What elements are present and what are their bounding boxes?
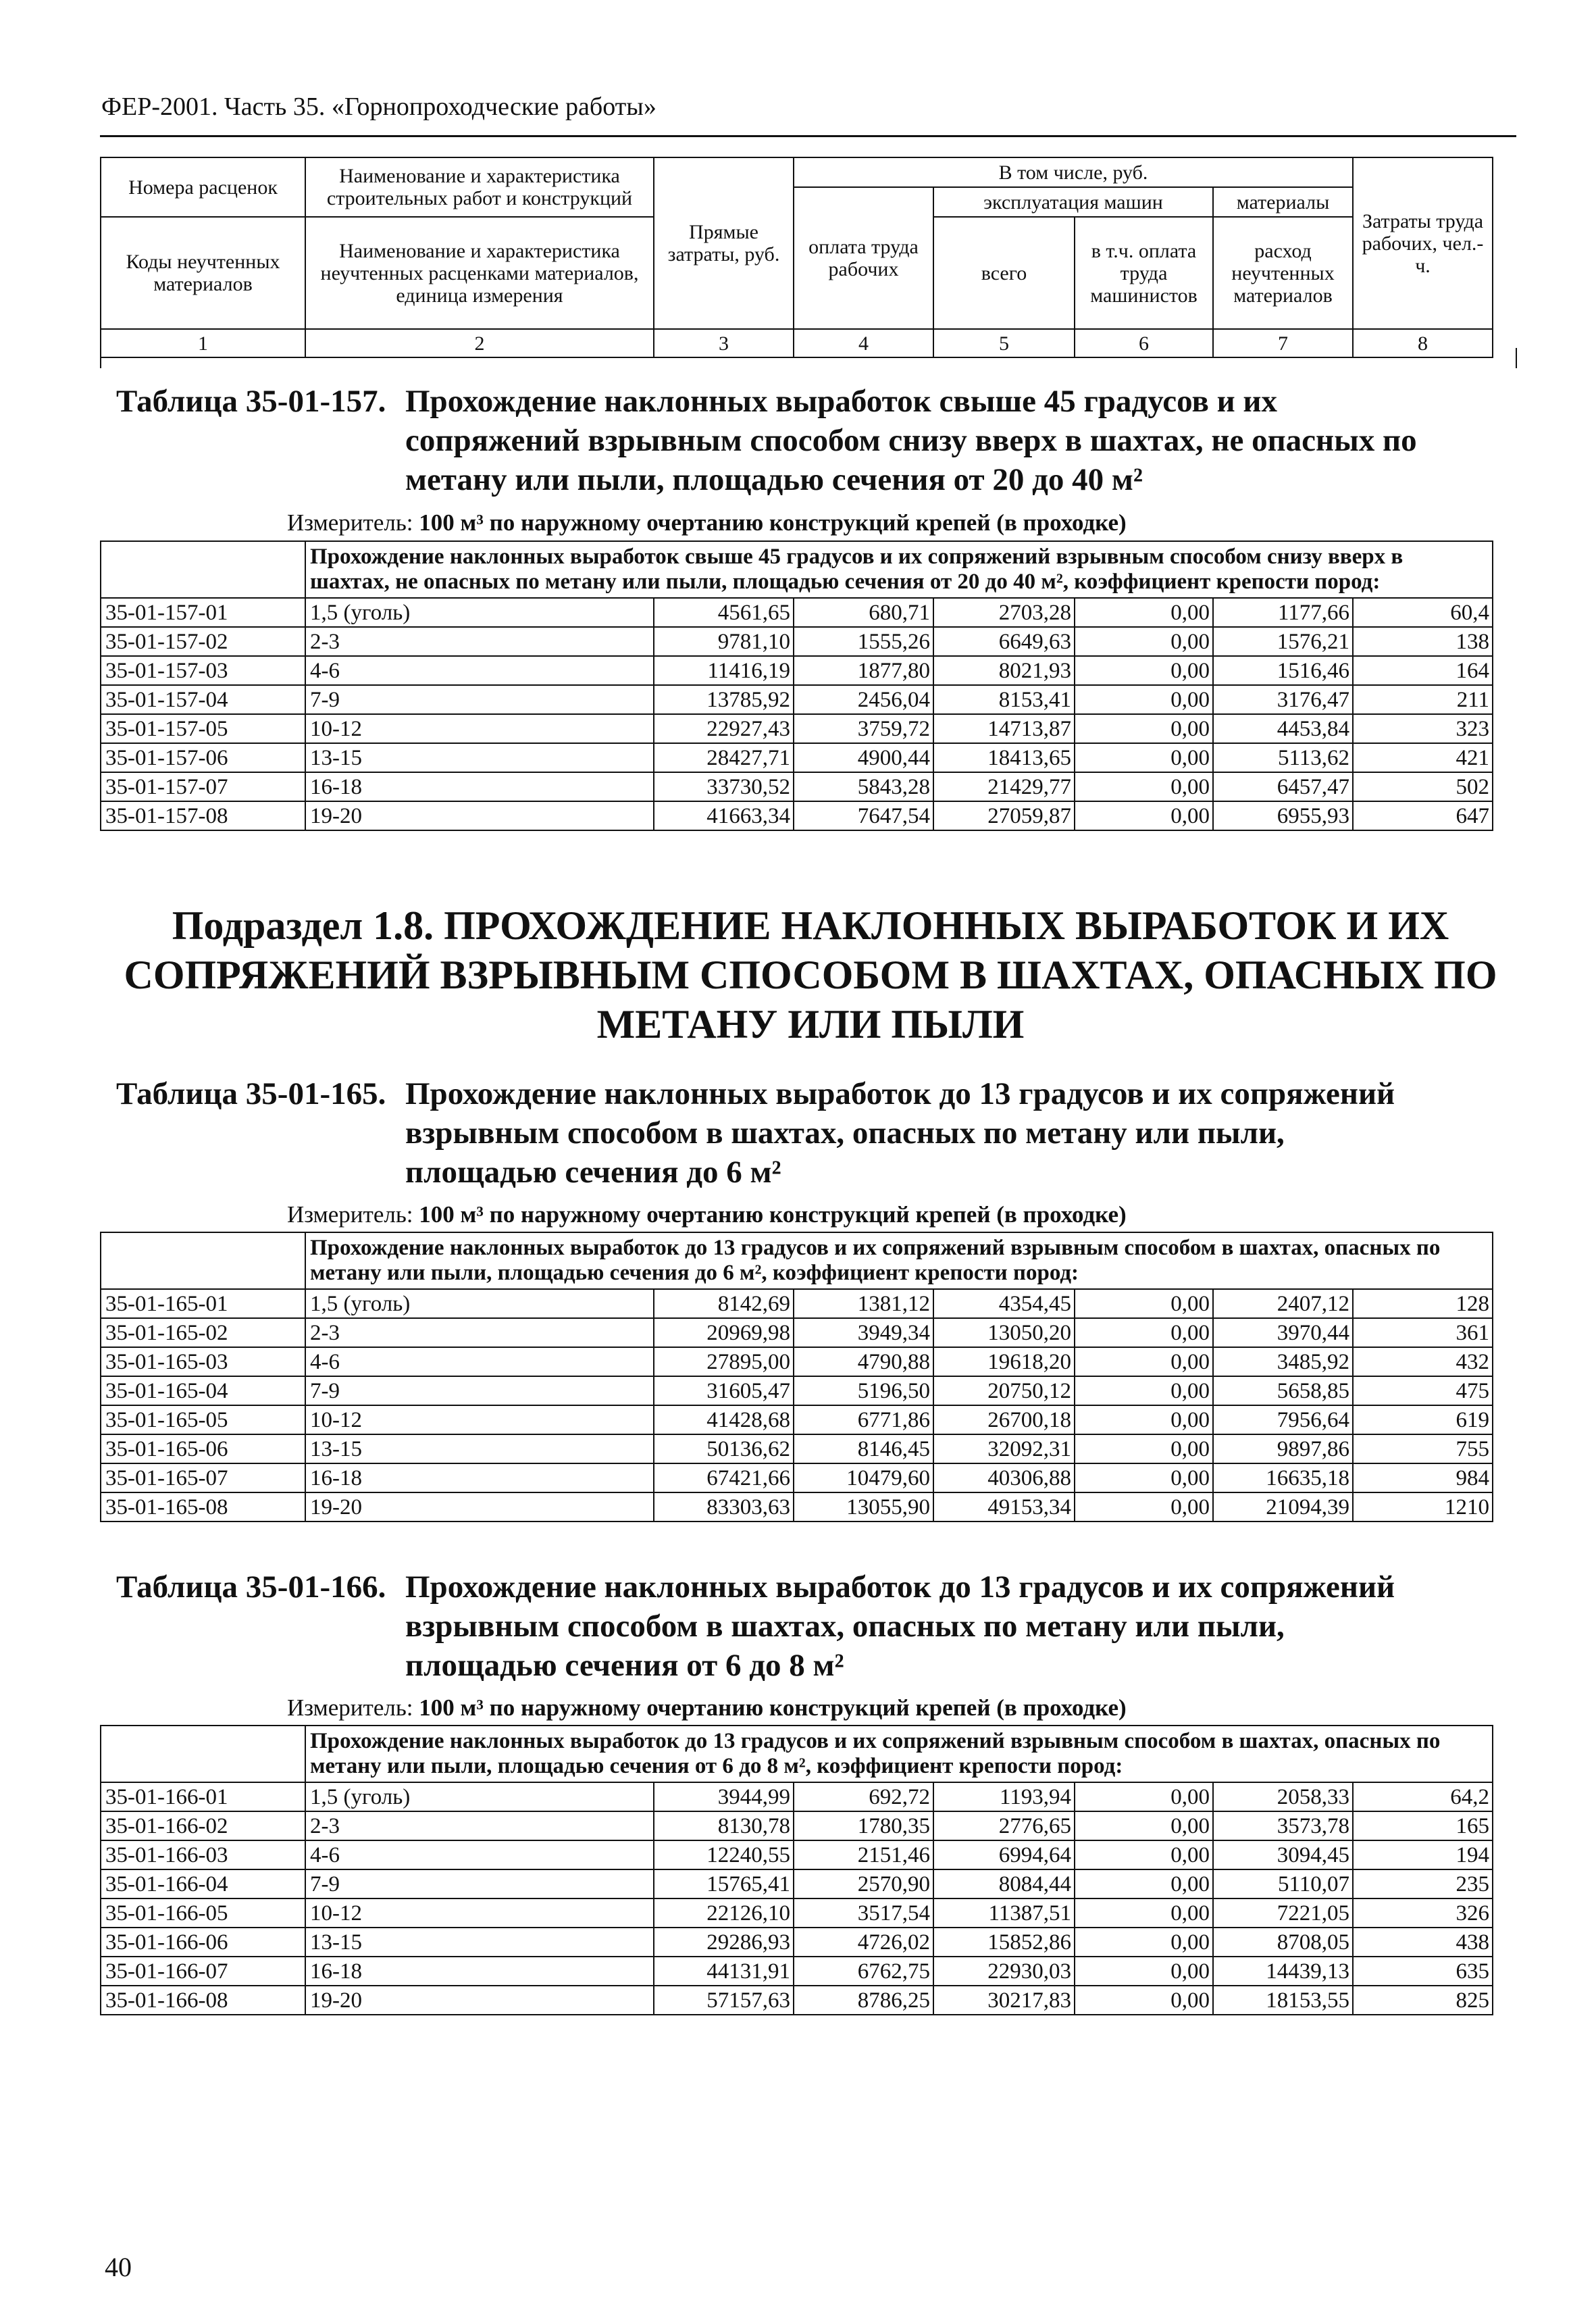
cell-labor-hours: 1210 [1353,1492,1493,1521]
cell-materials: 6955,93 [1213,801,1353,830]
table-165-label: Таблица 35-01-165. [116,1076,386,1111]
cell-work-name: 16-18 [305,1463,654,1492]
cell-work-name: 13-15 [305,1928,654,1957]
cell-machines-total: 2703,28 [933,598,1075,627]
subsection-line1: Подраздел 1.8. ПРОХОЖДЕНИЕ НАКЛОННЫХ ВЫРАБОТОК И ИХ [172,903,1449,948]
table-157-measure-prefix: Измеритель: [287,509,413,536]
table-row [101,1898,1493,1928]
cell-rate-code: 35-01-157-08 [101,801,305,830]
cell-direct-costs: 50136,62 [654,1434,794,1463]
table-157-title-line1: Прохождение наклонных выработок свыше 45 градусов и их [405,384,1277,419]
cell-labor-hours: 128 [1353,1289,1493,1318]
header-rule [100,135,1516,137]
cell-labor-pay: 1381,12 [794,1289,933,1318]
cell-machine-operators: 0,00 [1075,1376,1213,1405]
cell-labor-pay: 4726,02 [794,1928,933,1957]
cell-rate-code: 35-01-166-06 [101,1928,305,1957]
table-166-measure-text: 100 м³ по наружному очертанию конструкций крепей (в проходке) [419,1694,1127,1721]
cell-rate-code: 35-01-166-05 [101,1898,305,1928]
cell-labor-pay: 1877,80 [794,656,933,685]
cell-labor-pay: 2570,90 [794,1869,933,1898]
cell-labor-hours: 326 [1353,1898,1493,1928]
cell-machines-total: 21429,77 [933,772,1075,801]
cell-direct-costs: 57157,63 [654,1986,794,2015]
cell-labor-hours: 755 [1353,1434,1493,1463]
cell-rate-code: 35-01-166-02 [101,1811,305,1840]
table-row [101,1869,1493,1898]
cell-labor-hours: 361 [1353,1318,1493,1347]
cell-work-name: 2-3 [305,1811,654,1840]
cell-labor-hours: 60,4 [1353,598,1493,627]
cell-labor-hours: 432 [1353,1347,1493,1376]
header-machines-total: всего [933,217,1075,329]
cell-machines-total: 8021,93 [933,656,1075,685]
header-including: В том числе, руб. [794,157,1353,187]
cell-rate-code: 35-01-157-04 [101,685,305,714]
cell-labor-pay: 680,71 [794,598,933,627]
cell-machine-operators: 0,00 [1075,1318,1213,1347]
table-166-measure-prefix: Измеритель: [287,1694,413,1721]
cell-labor-hours: 235 [1353,1869,1493,1898]
cell-machines-total: 14713,87 [933,714,1075,743]
table-165-title-line2: взрывным способом в шахтах, опасных по метану или пыли, [405,1115,1285,1151]
cell-materials: 2407,12 [1213,1289,1353,1318]
cell-machine-operators: 0,00 [1075,801,1213,830]
header-code-top: Номера расценок [101,157,305,217]
cell-direct-costs: 15765,41 [654,1869,794,1898]
cell-machines-total: 2776,65 [933,1811,1075,1840]
cell-labor-hours: 165 [1353,1811,1493,1840]
table-row [101,1289,1493,1318]
table-row [101,1986,1493,2015]
cell-labor-hours: 323 [1353,714,1493,743]
header-name-top: Наименование и характеристика строительных работ и конструкций [305,157,654,217]
cell-work-name: 16-18 [305,772,654,801]
cell-rate-code: 35-01-157-01 [101,598,305,627]
cell-labor-pay: 2151,46 [794,1840,933,1869]
cell-direct-costs: 8142,69 [654,1289,794,1318]
table-165-caption [116,1074,1395,1192]
cell-direct-costs: 41663,34 [654,801,794,830]
cell-direct-costs: 12240,55 [654,1840,794,1869]
subsection-line3: МЕТАНУ ИЛИ ПЫЛИ [596,1002,1025,1047]
cell-rate-code: 35-01-157-06 [101,743,305,772]
cell-machines-total: 11387,51 [933,1898,1075,1928]
cell-labor-pay: 13055,90 [794,1492,933,1521]
cell-work-name: 10-12 [305,714,654,743]
header-machines: эксплуатация машин [933,187,1213,217]
table-166 [100,1725,1493,2015]
header-num-5: 5 [933,329,1075,357]
cell-machine-operators: 0,00 [1075,1347,1213,1376]
description-row [101,1232,1493,1289]
header-num-1: 1 [101,329,305,357]
cell-machines-total: 18413,65 [933,743,1075,772]
description-row [101,1726,1493,1782]
header-labor-pay: оплата труда рабочих [794,187,933,329]
cell-work-name: 2-3 [305,1318,654,1347]
cell-materials: 18153,55 [1213,1986,1353,2015]
cell-labor-pay: 2456,04 [794,685,933,714]
cell-labor-hours: 211 [1353,685,1493,714]
cell-materials: 5113,62 [1213,743,1353,772]
cell-direct-costs: 4561,65 [654,598,794,627]
running-header: ФЕР-2001. Часть 35. «Горнопроходческие работы» [101,93,657,121]
cell-work-name: 2-3 [305,627,654,656]
cell-direct-costs: 31605,47 [654,1376,794,1405]
cell-labor-pay: 5196,50 [794,1376,933,1405]
table-157 [100,540,1493,831]
cell-machine-operators: 0,00 [1075,772,1213,801]
cell-materials: 1576,21 [1213,627,1353,656]
cell-direct-costs: 29286,93 [654,1928,794,1957]
cell-direct-costs: 67421,66 [654,1463,794,1492]
cell-machines-total: 8153,41 [933,685,1075,714]
cell-work-name: 7-9 [305,685,654,714]
cell-labor-pay: 3517,54 [794,1898,933,1928]
cell-labor-pay: 1555,26 [794,627,933,656]
header-materials: материалы [1213,187,1353,217]
cell-materials: 8708,05 [1213,1928,1353,1957]
cell-machines-total: 27059,87 [933,801,1075,830]
cell-direct-costs: 41428,68 [654,1405,794,1434]
page-number: 40 [105,2252,132,2282]
cell-work-name: 4-6 [305,1840,654,1869]
header-num-7: 7 [1213,329,1353,357]
table-row [101,1347,1493,1376]
header-num-3: 3 [654,329,794,357]
cell-labor-pay: 7647,54 [794,801,933,830]
table-row [101,1463,1493,1492]
right-rule [1516,348,1517,368]
header-num-8: 8 [1353,329,1493,357]
cell-labor-hours: 502 [1353,772,1493,801]
cell-rate-code: 35-01-165-04 [101,1376,305,1405]
table-165-title-line3: площадью сечения до 6 м² [405,1155,781,1190]
cell-machines-total: 19618,20 [933,1347,1075,1376]
table-row [101,685,1493,714]
cell-work-name: 19-20 [305,1986,654,2015]
cell-labor-pay: 1780,35 [794,1811,933,1840]
cell-labor-pay: 4900,44 [794,743,933,772]
cell-materials: 3970,44 [1213,1318,1353,1347]
cell-work-name: 13-15 [305,1434,654,1463]
cell-machines-total: 13050,20 [933,1318,1075,1347]
cell-direct-costs: 3944,99 [654,1782,794,1811]
cell-materials: 3176,47 [1213,685,1353,714]
cell-labor-hours: 475 [1353,1376,1493,1405]
cell-labor-hours: 138 [1353,627,1493,656]
cell-rate-code: 35-01-166-04 [101,1869,305,1898]
cell-machine-operators: 0,00 [1075,1405,1213,1434]
cell-labor-pay: 6771,86 [794,1405,933,1434]
cell-work-name: 16-18 [305,1957,654,1986]
cell-machines-total: 30217,83 [933,1986,1075,2015]
cell-machine-operators: 0,00 [1075,1898,1213,1928]
cell-rate-code: 35-01-166-07 [101,1957,305,1986]
cell-materials: 7956,64 [1213,1405,1353,1434]
cell-work-name: 1,5 (уголь) [305,1289,654,1318]
table-165-measure-text: 100 м³ по наружному очертанию конструкций крепей (в проходке) [419,1201,1127,1228]
cell-labor-pay: 6762,75 [794,1957,933,1986]
cell-rate-code: 35-01-157-05 [101,714,305,743]
cell-machine-operators: 0,00 [1075,1928,1213,1957]
cell-materials: 3094,45 [1213,1840,1353,1869]
table-157-label: Таблица 35-01-157. [116,384,386,419]
cell-labor-hours: 984 [1353,1463,1493,1492]
header-direct-costs: Прямые затраты, руб. [654,157,794,329]
subsection-line2: СОПРЯЖЕНИЙ ВЗРЫВНЫМ СПОСОБОМ В ШАХТАХ, ОПАСНЫХ ПО [124,953,1497,997]
table-157-caption [116,382,1417,499]
cell-rate-code: 35-01-165-01 [101,1289,305,1318]
table-description: Прохождение наклонных выработок до 13 градусов и их сопряжений взрывным способом в шахтах, опасных по метану или пыли, площадью сечения до 6 м², коэффициент крепости пород: [305,1232,1493,1289]
cell-materials: 2058,33 [1213,1782,1353,1811]
table-165-measure [287,1201,1127,1228]
cell-labor-pay: 8786,25 [794,1986,933,2015]
cell-work-name: 13-15 [305,743,654,772]
cell-materials: 9897,86 [1213,1434,1353,1463]
cell-machine-operators: 0,00 [1075,1986,1213,2015]
table-description: Прохождение наклонных выработок свыше 45 градусов и их сопряжений взрывным способом снизу вверх в шахтах, не опасных по метану или пыли, площадью сечения от 20 до 40 м², коэффициент крепости пород: [305,541,1493,598]
cell-labor-pay: 5843,28 [794,772,933,801]
cell-materials: 5658,85 [1213,1376,1353,1405]
cell-machines-total: 8084,44 [933,1869,1075,1898]
cell-direct-costs: 44131,91 [654,1957,794,1986]
cell-direct-costs: 22126,10 [654,1898,794,1928]
table-row [101,656,1493,685]
table-row [101,627,1493,656]
cell-labor-hours: 164 [1353,656,1493,685]
description-code-cell [101,541,305,598]
cell-machines-total: 32092,31 [933,1434,1075,1463]
cell-work-name: 4-6 [305,1347,654,1376]
cell-machines-total: 4354,45 [933,1289,1075,1318]
cell-labor-pay: 10479,60 [794,1463,933,1492]
cell-rate-code: 35-01-157-07 [101,772,305,801]
header-name-bottom: Наименование и характеристика неучтенных расценками материалов, единица измерения [305,217,654,329]
table-166-measure [287,1694,1127,1721]
cell-direct-costs: 83303,63 [654,1492,794,1521]
table-165-measure-prefix: Измеритель: [287,1201,413,1228]
table-166-caption [116,1567,1395,1685]
table-row [101,714,1493,743]
table-166-label: Таблица 35-01-166. [116,1569,386,1605]
cell-machines-total: 26700,18 [933,1405,1075,1434]
cell-rate-code: 35-01-165-06 [101,1434,305,1463]
cell-materials: 7221,05 [1213,1898,1353,1928]
cell-machine-operators: 0,00 [1075,1289,1213,1318]
cell-direct-costs: 28427,71 [654,743,794,772]
cell-machine-operators: 0,00 [1075,627,1213,656]
cell-machine-operators: 0,00 [1075,1957,1213,1986]
table-row [101,743,1493,772]
table-row [101,1782,1493,1811]
column-header-table [100,157,1493,358]
table-157-title-line2: сопряжений взрывным способом снизу вверх в шахтах, не опасных по [405,423,1417,458]
cell-work-name: 19-20 [305,801,654,830]
cell-direct-costs: 33730,52 [654,772,794,801]
cell-rate-code: 35-01-157-03 [101,656,305,685]
cell-work-name: 4-6 [305,656,654,685]
cell-direct-costs: 20969,98 [654,1318,794,1347]
cell-machine-operators: 0,00 [1075,714,1213,743]
table-row [101,1405,1493,1434]
table-row [101,1811,1493,1840]
cell-machine-operators: 0,00 [1075,1782,1213,1811]
cell-materials: 4453,84 [1213,714,1353,743]
cell-rate-code: 35-01-165-03 [101,1347,305,1376]
cell-machines-total: 20750,12 [933,1376,1075,1405]
cell-direct-costs: 11416,19 [654,656,794,685]
cell-work-name: 1,5 (уголь) [305,1782,654,1811]
cell-labor-hours: 635 [1353,1957,1493,1986]
table-row [101,598,1493,627]
cell-rate-code: 35-01-157-02 [101,627,305,656]
cell-direct-costs: 13785,92 [654,685,794,714]
cell-machines-total: 40306,88 [933,1463,1075,1492]
cell-direct-costs: 8130,78 [654,1811,794,1840]
table-166-title-line3: площадью сечения от 6 до 8 м² [405,1648,844,1683]
cell-machine-operators: 0,00 [1075,1840,1213,1869]
table-row [101,1957,1493,1986]
cell-labor-pay: 3949,34 [794,1318,933,1347]
cell-work-name: 19-20 [305,1492,654,1521]
header-num-6: 6 [1075,329,1213,357]
cell-labor-pay: 3759,72 [794,714,933,743]
cell-rate-code: 35-01-165-02 [101,1318,305,1347]
cell-work-name: 7-9 [305,1376,654,1405]
table-157-measure [287,509,1127,536]
cell-materials: 3485,92 [1213,1347,1353,1376]
description-row [101,541,1493,598]
table-row [101,1492,1493,1521]
cell-rate-code: 35-01-165-08 [101,1492,305,1521]
cell-materials: 21094,39 [1213,1492,1353,1521]
cell-machines-total: 22930,03 [933,1957,1075,1986]
cell-machine-operators: 0,00 [1075,598,1213,627]
cell-labor-hours: 194 [1353,1840,1493,1869]
cell-labor-pay: 8146,45 [794,1434,933,1463]
left-rule [100,348,101,368]
table-165 [100,1232,1493,1522]
cell-machines-total: 15852,86 [933,1928,1075,1957]
cell-machines-total: 6649,63 [933,627,1075,656]
table-157-measure-text: 100 м³ по наружному очертанию конструкций крепей (в проходке) [419,509,1127,536]
subsection-heading [101,901,1520,1049]
cell-labor-hours: 619 [1353,1405,1493,1434]
header-machine-operators: в т.ч. оплата труда машинистов [1075,217,1213,329]
table-row [101,801,1493,830]
cell-machine-operators: 0,00 [1075,1869,1213,1898]
cell-work-name: 10-12 [305,1405,654,1434]
cell-labor-pay: 4790,88 [794,1347,933,1376]
cell-labor-hours: 421 [1353,743,1493,772]
header-num-4: 4 [794,329,933,357]
cell-machine-operators: 0,00 [1075,656,1213,685]
cell-rate-code: 35-01-165-05 [101,1405,305,1434]
header-code-bottom: Коды неучтенных материалов [101,217,305,329]
table-row [101,1840,1493,1869]
cell-machine-operators: 0,00 [1075,685,1213,714]
cell-materials: 6457,47 [1213,772,1353,801]
table-description: Прохождение наклонных выработок до 13 градусов и их сопряжений взрывным способом в шахтах, опасных по метану или пыли, площадью сечения от 6 до 8 м², коэффициент крепости пород: [305,1726,1493,1782]
cell-work-name: 1,5 (уголь) [305,598,654,627]
cell-work-name: 7-9 [305,1869,654,1898]
table-165-title-line1: Прохождение наклонных выработок до 13 градусов и их сопряжений [405,1076,1395,1111]
cell-machine-operators: 0,00 [1075,1811,1213,1840]
cell-labor-hours: 438 [1353,1928,1493,1957]
table-166-title-line2: взрывным способом в шахтах, опасных по метану или пыли, [405,1609,1285,1644]
cell-materials: 3573,78 [1213,1811,1353,1840]
cell-work-name: 10-12 [305,1898,654,1928]
cell-rate-code: 35-01-166-08 [101,1986,305,2015]
cell-labor-hours: 64,2 [1353,1782,1493,1811]
cell-machines-total: 1193,94 [933,1782,1075,1811]
table-row [101,772,1493,801]
cell-direct-costs: 9781,10 [654,627,794,656]
cell-materials: 1516,46 [1213,656,1353,685]
cell-machine-operators: 0,00 [1075,1492,1213,1521]
table-157-title-line3: метану или пыли, площадью сечения от 20 до 40 м² [405,462,1143,497]
cell-labor-hours: 825 [1353,1986,1493,2015]
table-row [101,1928,1493,1957]
cell-direct-costs: 27895,00 [654,1347,794,1376]
description-code-cell [101,1726,305,1782]
header-num-2: 2 [305,329,654,357]
cell-materials: 14439,13 [1213,1957,1353,1986]
cell-machine-operators: 0,00 [1075,1463,1213,1492]
cell-labor-pay: 692,72 [794,1782,933,1811]
cell-machine-operators: 0,00 [1075,1434,1213,1463]
cell-machines-total: 49153,34 [933,1492,1075,1521]
table-row [101,1318,1493,1347]
header-labor-hours: Затраты труда рабочих, чел.-ч. [1353,157,1493,329]
cell-rate-code: 35-01-166-03 [101,1840,305,1869]
table-166-title-line1: Прохождение наклонных выработок до 13 градусов и их сопряжений [405,1569,1395,1605]
cell-materials: 16635,18 [1213,1463,1353,1492]
cell-machine-operators: 0,00 [1075,743,1213,772]
cell-rate-code: 35-01-166-01 [101,1782,305,1811]
cell-machines-total: 6994,64 [933,1840,1075,1869]
cell-materials: 1177,66 [1213,598,1353,627]
cell-labor-hours: 647 [1353,801,1493,830]
cell-direct-costs: 22927,43 [654,714,794,743]
table-row [101,1434,1493,1463]
table-row [101,1376,1493,1405]
description-code-cell [101,1232,305,1289]
header-unaccounted-materials: расход неучтенных материалов [1213,217,1353,329]
cell-materials: 5110,07 [1213,1869,1353,1898]
cell-rate-code: 35-01-165-07 [101,1463,305,1492]
